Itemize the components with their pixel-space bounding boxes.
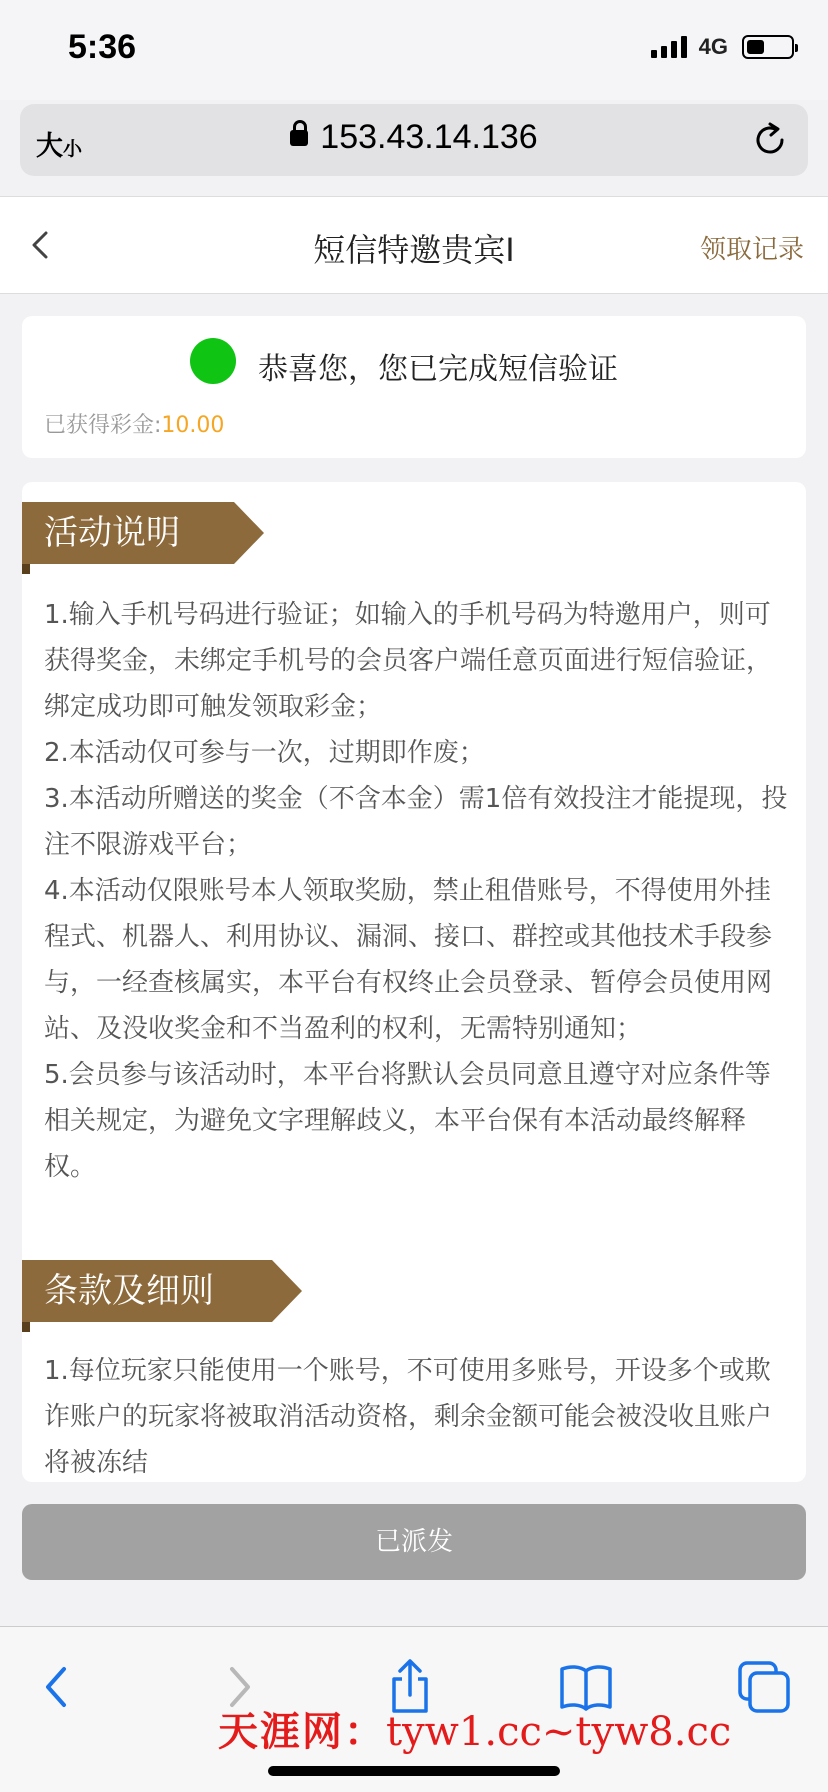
terms-section-title: 条款及细则 [44, 1271, 214, 1311]
dispatched-button[interactable]: 已派发 [22, 1504, 806, 1580]
tabs-icon[interactable] [734, 1657, 794, 1717]
battery-icon [742, 35, 794, 59]
activity-rules [44, 592, 796, 1190]
activity-rule: 2.本活动仅可参与一次，过期即作废； [44, 738, 485, 768]
activity-rule: 4.本活动仅限账号本人领取奖励，禁止租借账号，不得使用外挂程式、机器人、利用协议、漏洞、接口、群控或其他技术手段参与，一经查核属实，本平台有权终止会员登录、暂停会员使用网站、及没收奖金和不当盈利的权利，无需特别通知； [44, 876, 773, 1044]
ribbon-fold [22, 564, 30, 574]
bonus-value: 10.00 [161, 413, 225, 438]
bonus-label: 已获得彩金: [44, 413, 162, 438]
status-indicators [651, 34, 794, 60]
battery-fill [747, 40, 764, 54]
watermark-en: tyw1.cc~tyw8.cc [386, 1709, 732, 1755]
activity-section-title: 活动说明 [44, 513, 180, 553]
bonus-row [44, 408, 224, 439]
success-status-icon [190, 338, 236, 384]
ribbon-fold [22, 1322, 30, 1332]
status-time: 5:36 [68, 28, 137, 66]
reload-icon[interactable] [750, 120, 790, 160]
watermark [218, 1700, 731, 1757]
verification-success-card [22, 316, 806, 458]
url-text: 153.43.14.136 [320, 118, 538, 156]
success-message: 恭喜您，您已完成短信验证 [258, 352, 618, 387]
activity-rule: 1.输入手机号码进行验证；如输入的手机号码为特邀用户，则可获得奖金，未绑定手机号的会员客户端任意页面进行短信验证，绑定成功即可触发领取彩金； [44, 600, 773, 722]
terms-rules [44, 1348, 796, 1482]
page-title: 短信特邀贵宾I [313, 231, 515, 269]
bottom-action-area [0, 1482, 828, 1626]
url-field[interactable] [20, 118, 808, 157]
app-header [0, 196, 828, 294]
rules-card [22, 482, 806, 1482]
status-bar [0, 0, 828, 100]
home-indicator [268, 1766, 560, 1776]
signal-icon [651, 36, 687, 58]
browser-back-icon[interactable] [28, 1657, 88, 1717]
terms-section-ribbon [22, 1260, 272, 1322]
activity-rule: 3.本活动所赠送的奖金（不含本金）需1倍有效投注才能提现，投注不限游戏平台； [44, 784, 788, 860]
terms-rule: 1.每位玩家只能使用一个账号，不可使用多账号，开设多个或欺诈账户的玩家将被取消活动资格，剩余金额可能会被没收且账户将被冻结 [44, 1356, 773, 1478]
watermark-cn: 天涯网： [218, 1708, 386, 1755]
lock-icon [290, 130, 308, 146]
network-type: 4G [698, 34, 728, 59]
text-size-button[interactable]: 大小 [36, 131, 83, 162]
address-bar[interactable] [20, 104, 808, 176]
claim-records-link[interactable]: 领取记录 [699, 235, 804, 265]
activity-rule: 5.会员参与该活动时，本平台将默认会员同意且遵守对应条件等相关规定，为避免文字理解歧义，本平台保有本活动最终解释权。 [44, 1060, 771, 1182]
activity-section-ribbon [22, 502, 234, 564]
